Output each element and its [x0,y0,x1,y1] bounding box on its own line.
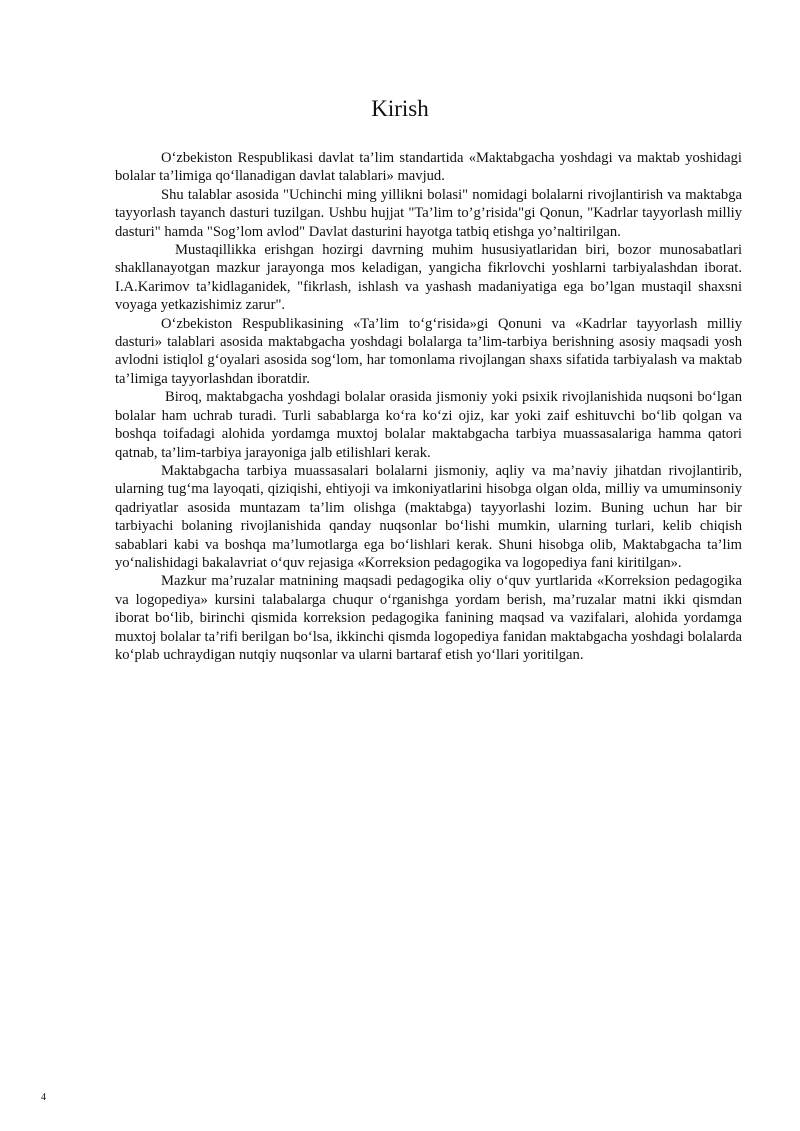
paragraph: Biroq, maktabgacha yoshdagi bolalar orasida jismoniy yoki psixik rivojlanishida nuqsoni bo‘lgan bolalar ham uchrab turadi. Turli sabablarga ko‘ra ko‘zi ojiz, kar yoki zaif eshituvchi bo‘lib qolgan va boshqa toifadagi alohida yordamga muxtoj bolalar maktabgacha tarbiya muassasalariga hamma qatori qatnab, ta’lim-tarbiya jarayoniga jalb etilishlari kerak. [115,389,742,461]
paragraph: Mustaqillikka erishgan hozirgi davrning muhim hususiyatlaridan biri, bozor munosabatlari shakllanayotgan mazkur jarayonga mos keladigan, yangicha fikrlovchi yoshlarni tarbiyalashdan iborat. I.A.Karimov ta’kidlaganidek, "fikrlash, ishlash va yashash madaniyatiga ega bo’lgan mustaqil shaxsni voyaga yetkazishimiz zarur". [115,242,742,314]
paragraph: O‘zbekiston Respublikasining «Ta’lim to‘g‘risida»gi Qonuni va «Kadrlar tayyorlash milliy dasturi» talablari asosida maktabgacha yoshdagi bolalarga ta’lim-tarbiya berishning asosiy maqsadi yosh avlodni istiqlol g‘oyalari asosida sog‘lom, har tomonlama rivojlangan shaxs sifatida tarbiyalash va maktab ta’limiga tayyorlashdan iboratdir. [115,315,742,387]
paragraph: Shu talablar asosida "Uchinchi ming yillikni bolasi" nomidagi bolalarni rivojlantirish va maktabga tayyorlash tayanch dasturi tuzilgan. Ushbu hujjat "Ta’lim to’g’risida"gi Qonun, "Kadrlar tayyorlash milliy dasturi" hamda "Sog’lom avlod" Davlat dasturini hayotga tatbiq etishga yo’naltirilgan. [115,186,742,240]
paragraph: Mazkur ma’ruzalar matnining maqsadi pedagogika oliy o‘quv yurtlarida «Korreksion pedagogika va logopediya» kursini talabalarga chuqur o‘rganishga yordam berish, ma’ruzalar matni ikki qismdan iborat bo‘lib, birinchi qismida korreksion pedagogika fanining maqsad va vazifalari, alohida yordamga muxtoj bolalar ta’rifi berilgan bo‘lsa, ikkinchi qismda logopediya fanidan maktabgacha yoshdagi bolalarda ko‘plab uchraydigan nutqiy nuqsonlar va ularni bartaraf etish yo‘llari yoritilgan. [115,573,742,663]
paragraph: O‘zbekiston Respublikasi davlat ta’lim standartida «Maktabgacha yoshdagi va maktab yoshidagi bolalar ta’limiga qo‘llanadigan davlat talablari» mavjud. [115,150,742,185]
paragraph: Maktabgacha tarbiya muassasalari bolalarni jismoniy, aqliy va ma’naviy jihatdan rivojlantirib, ularning tug‘ma layoqati, qiziqishi, ehtiyoji va imkoniyatlarini hisobga olgan olda, milliy va umuminsoniy qadriyatlar asosida muntazam ta’lim olishga (maktabga) tayyorlashi lozim. Buning uchun har bir tarbiyachi bolaning rivojlanishida qanday nuqsonlar bo‘lishi mumkin, ularning turlari, kelib chiqish sabablari kabi va boshqa ma’lumotlarga ega bo‘lishlari kerak. Shuni hisobga olib, Maktabgacha ta’lim yo‘nalishidagi bakalavriat o‘quv rejasiga «Korreksion pedagogika va logopediya fani kiritilgan». [115,462,742,571]
page-title: Kirish [371,96,429,121]
body-text [115,149,742,664]
page-number: 4 [41,1092,46,1103]
